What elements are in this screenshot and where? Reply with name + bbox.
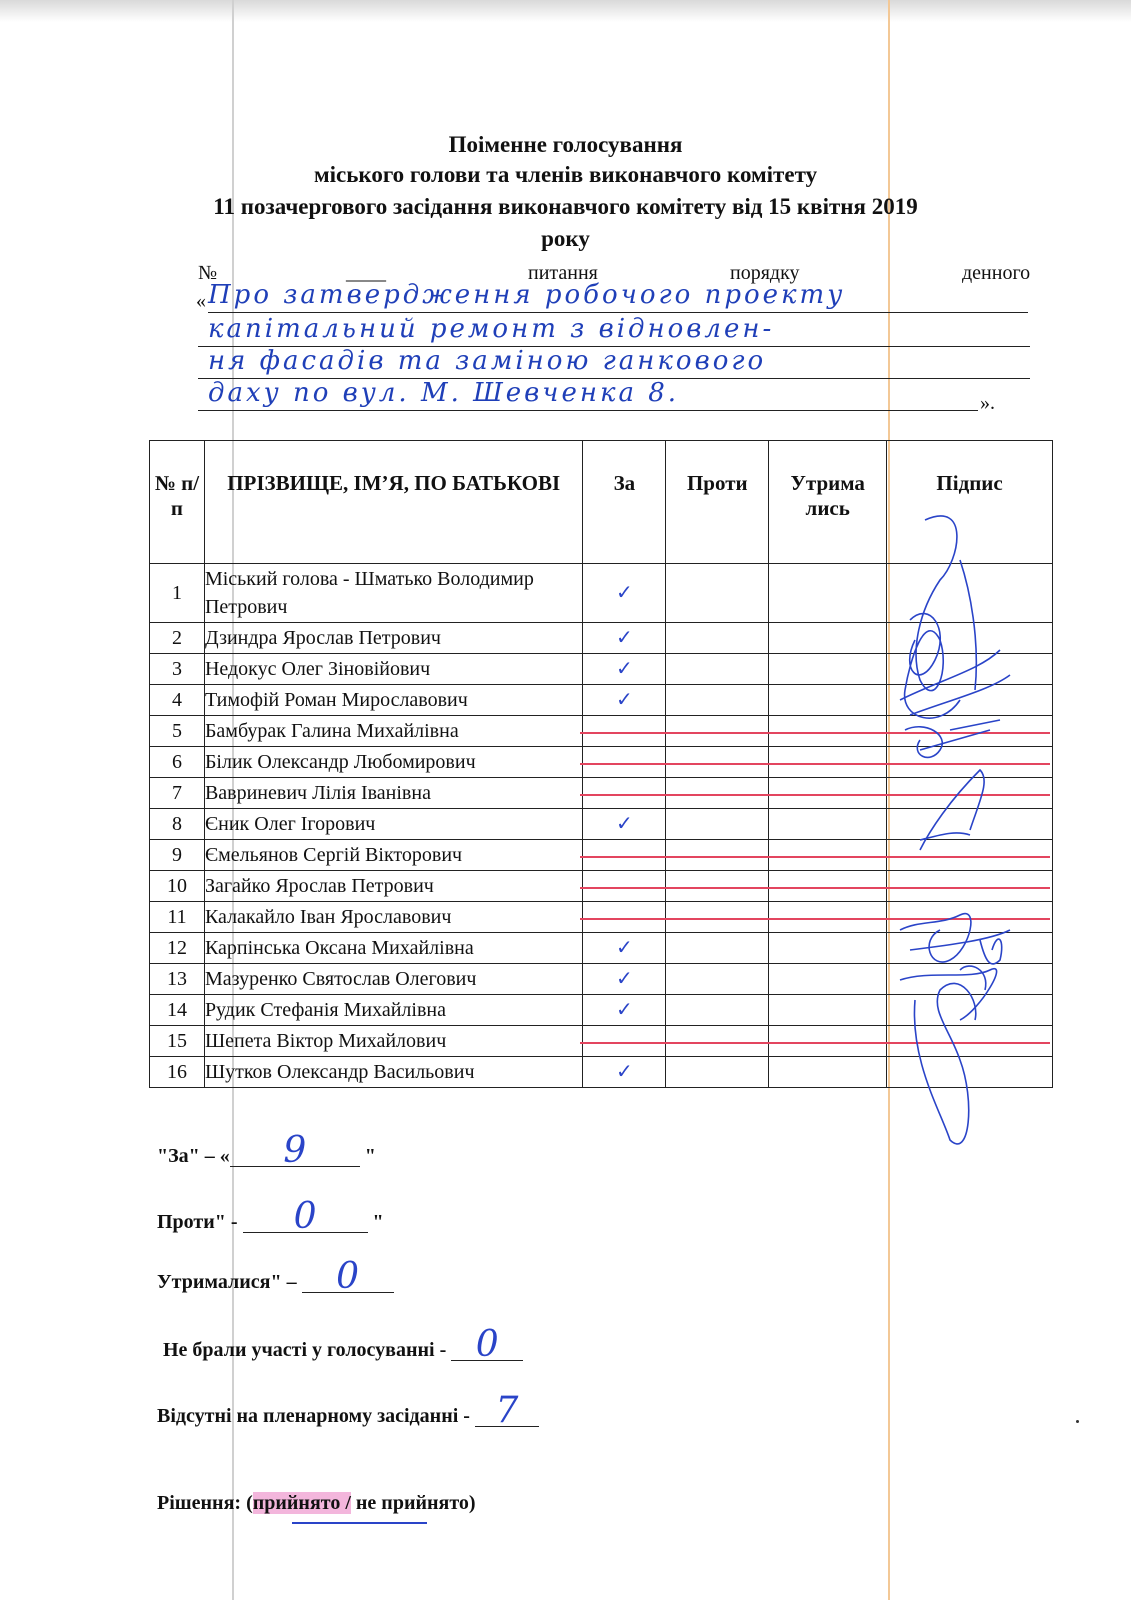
decision-underline	[292, 1522, 427, 1524]
row-number: 7	[150, 778, 205, 809]
row-number: 11	[150, 902, 205, 933]
row-vote-abstain	[769, 685, 887, 716]
row-name: Єник Олег Ігорович	[204, 809, 583, 840]
row-number: 12	[150, 933, 205, 964]
row-number: 9	[150, 840, 205, 871]
check-mark-icon: ✓	[616, 813, 633, 835]
row-number: 6	[150, 747, 205, 778]
agenda-open-quote: «	[196, 290, 206, 312]
row-vote-against	[666, 809, 769, 840]
header-name: ПРІЗВИЩЕ, ІМ’Я, ПО БАТЬКОВІ	[204, 441, 583, 564]
agenda-handwritten-line-3: ня фасадів та заміною ганкового	[208, 346, 767, 376]
row-vote-abstain	[769, 995, 887, 1026]
check-mark-icon: ✓	[616, 968, 633, 990]
row-number: 3	[150, 654, 205, 685]
summary-against	[157, 1196, 384, 1237]
title-line-1: Поіменне голосування	[448, 132, 683, 157]
summary-against-label: Проти" -	[157, 1211, 238, 1233]
scan-speck	[1076, 1420, 1079, 1423]
row-name: Рудик Стефанія Михайлівна	[204, 995, 583, 1026]
row-vote-for	[583, 654, 666, 685]
summary-abstain-label: Утрималися" –	[157, 1271, 297, 1293]
row-number: 1	[150, 564, 205, 623]
row-vote-against	[666, 623, 769, 654]
row-vote-abstain	[769, 564, 887, 623]
row-vote-for	[583, 840, 666, 871]
check-mark-icon: ✓	[616, 999, 633, 1021]
summary-for-end: "	[364, 1145, 376, 1167]
row-vote-abstain	[769, 933, 887, 964]
row-vote-against	[666, 716, 769, 747]
check-mark-icon: ✓	[616, 582, 633, 604]
row-vote-abstain	[769, 840, 887, 871]
row-number: 14	[150, 995, 205, 1026]
agenda-word-3: денного	[962, 262, 1031, 284]
row-name: Загайко Ярослав Петрович	[204, 871, 583, 902]
row-number: 10	[150, 871, 205, 902]
row-vote-abstain	[769, 654, 887, 685]
row-vote-for	[583, 778, 666, 809]
row-vote-against	[666, 933, 769, 964]
agenda-handwritten-line-4: даху по вул. М. Шевченка 8.	[208, 378, 680, 408]
summary-absent-label: Відсутні на пленарному засіданні -	[157, 1405, 470, 1427]
summary-abstain	[157, 1256, 394, 1297]
row-name: Шепета Віктор Михайлович	[204, 1026, 583, 1057]
title-line-2: міського голови та членів виконавчого комітету	[313, 162, 818, 187]
agenda-number-blank: ____	[346, 262, 386, 284]
row-vote-for	[583, 623, 666, 654]
agenda-word-2: порядку	[730, 262, 800, 284]
header-signature: Підпис	[887, 441, 1053, 564]
summary-for-label: "За" – «	[157, 1145, 230, 1167]
check-mark-icon: ✓	[616, 937, 633, 959]
row-name: Мазуренко Святослав Олегович	[204, 964, 583, 995]
row-number: 16	[150, 1057, 205, 1088]
row-vote-for	[583, 809, 666, 840]
row-vote-against	[666, 964, 769, 995]
row-number: 15	[150, 1026, 205, 1057]
row-name: Тимофій Роман Мирославович	[204, 685, 583, 716]
agenda-word-1: питання	[528, 262, 598, 284]
row-vote-for	[583, 685, 666, 716]
check-mark-icon: ✓	[616, 1061, 633, 1083]
row-vote-against	[666, 902, 769, 933]
row-vote-against	[666, 871, 769, 902]
row-vote-against	[666, 1026, 769, 1057]
check-mark-icon: ✓	[616, 689, 633, 711]
agenda-rule-1	[208, 312, 1028, 313]
row-vote-for	[583, 964, 666, 995]
row-vote-for	[583, 902, 666, 933]
row-vote-against	[666, 995, 769, 1026]
title-line-4: року	[541, 226, 590, 251]
row-vote-abstain	[769, 809, 887, 840]
row-vote-for	[583, 933, 666, 964]
row-vote-abstain	[769, 747, 887, 778]
check-mark-icon: ✓	[616, 658, 633, 680]
agenda-handwritten-line-2: капітальний ремонт з відновлен-	[208, 314, 775, 344]
row-vote-abstain	[769, 902, 887, 933]
row-vote-abstain	[769, 716, 887, 747]
row-vote-for	[583, 1026, 666, 1057]
row-number: 4	[150, 685, 205, 716]
row-vote-abstain	[769, 778, 887, 809]
agenda-handwritten-line-1: Про затвердження робочого проекту	[208, 280, 846, 310]
summary-absent-value: 7	[475, 1396, 539, 1427]
row-vote-against	[666, 1057, 769, 1088]
row-vote-for	[583, 747, 666, 778]
row-vote-against	[666, 654, 769, 685]
decision-line	[157, 1492, 476, 1515]
row-vote-abstain	[769, 871, 887, 902]
row-number: 8	[150, 809, 205, 840]
summary-against-value: 0	[243, 1202, 368, 1233]
scan-edge-shadow	[0, 0, 1131, 22]
summary-not-voting-value: 0	[451, 1330, 523, 1361]
summary-not-voting	[163, 1324, 523, 1365]
header-against: Проти	[666, 441, 769, 564]
agenda-number-label: №	[198, 262, 218, 284]
title-line-3: 11 позачергового засідання виконавчого комітету від 15 квітня 2019	[213, 194, 918, 219]
summary-not-voting-label: Не брали участі у голосуванні -	[163, 1339, 447, 1361]
row-vote-for	[583, 995, 666, 1026]
row-number: 5	[150, 716, 205, 747]
row-name: Міський голова - Шматько Володимир Петрович	[204, 564, 583, 623]
row-name: Ємельянов Сергій Вікторович	[204, 840, 583, 871]
row-vote-against	[666, 564, 769, 623]
header-number: № п/п	[150, 441, 205, 564]
row-name: Шутков Олександр Васильович	[204, 1057, 583, 1088]
row-name: Бамбурак Галина Михайлівна	[204, 716, 583, 747]
signatures-drawing	[880, 500, 1090, 1160]
row-name: Недокус Олег Зіновійович	[204, 654, 583, 685]
agenda-rule-4	[198, 410, 978, 411]
header-abstain: Утрима лись	[769, 441, 887, 564]
header-for: За	[583, 441, 666, 564]
row-vote-against	[666, 747, 769, 778]
summary-against-end: "	[372, 1211, 384, 1233]
row-vote-against	[666, 840, 769, 871]
summary-absent	[157, 1390, 539, 1431]
row-number: 2	[150, 623, 205, 654]
row-vote-for	[583, 1057, 666, 1088]
row-vote-for	[583, 716, 666, 747]
decision-accepted: прийнято /	[252, 1492, 351, 1514]
row-name: Дзиндра Ярослав Петрович	[204, 623, 583, 654]
row-number: 13	[150, 964, 205, 995]
check-mark-icon: ✓	[616, 627, 633, 649]
summary-abstain-value: 0	[302, 1262, 394, 1293]
decision-label: Рішення: (	[157, 1492, 253, 1514]
row-name: Білик Олександр Любомирович	[204, 747, 583, 778]
row-vote-abstain	[769, 1026, 887, 1057]
row-name: Карпінська Оксана Михайлівна	[204, 933, 583, 964]
summary-for-value: 9	[230, 1136, 360, 1167]
row-vote-abstain	[769, 623, 887, 654]
row-name: Калакайло Іван Ярославович	[204, 902, 583, 933]
row-vote-for	[583, 564, 666, 623]
agenda-close-quote: ».	[980, 392, 995, 414]
row-vote-against	[666, 778, 769, 809]
summary-for	[157, 1130, 376, 1171]
row-vote-for	[583, 871, 666, 902]
decision-rejected: не прийнято)	[350, 1492, 476, 1514]
row-vote-abstain	[769, 1057, 887, 1088]
row-name: Вавриневич Лілія Іванівна	[204, 778, 583, 809]
row-vote-against	[666, 685, 769, 716]
row-vote-abstain	[769, 964, 887, 995]
